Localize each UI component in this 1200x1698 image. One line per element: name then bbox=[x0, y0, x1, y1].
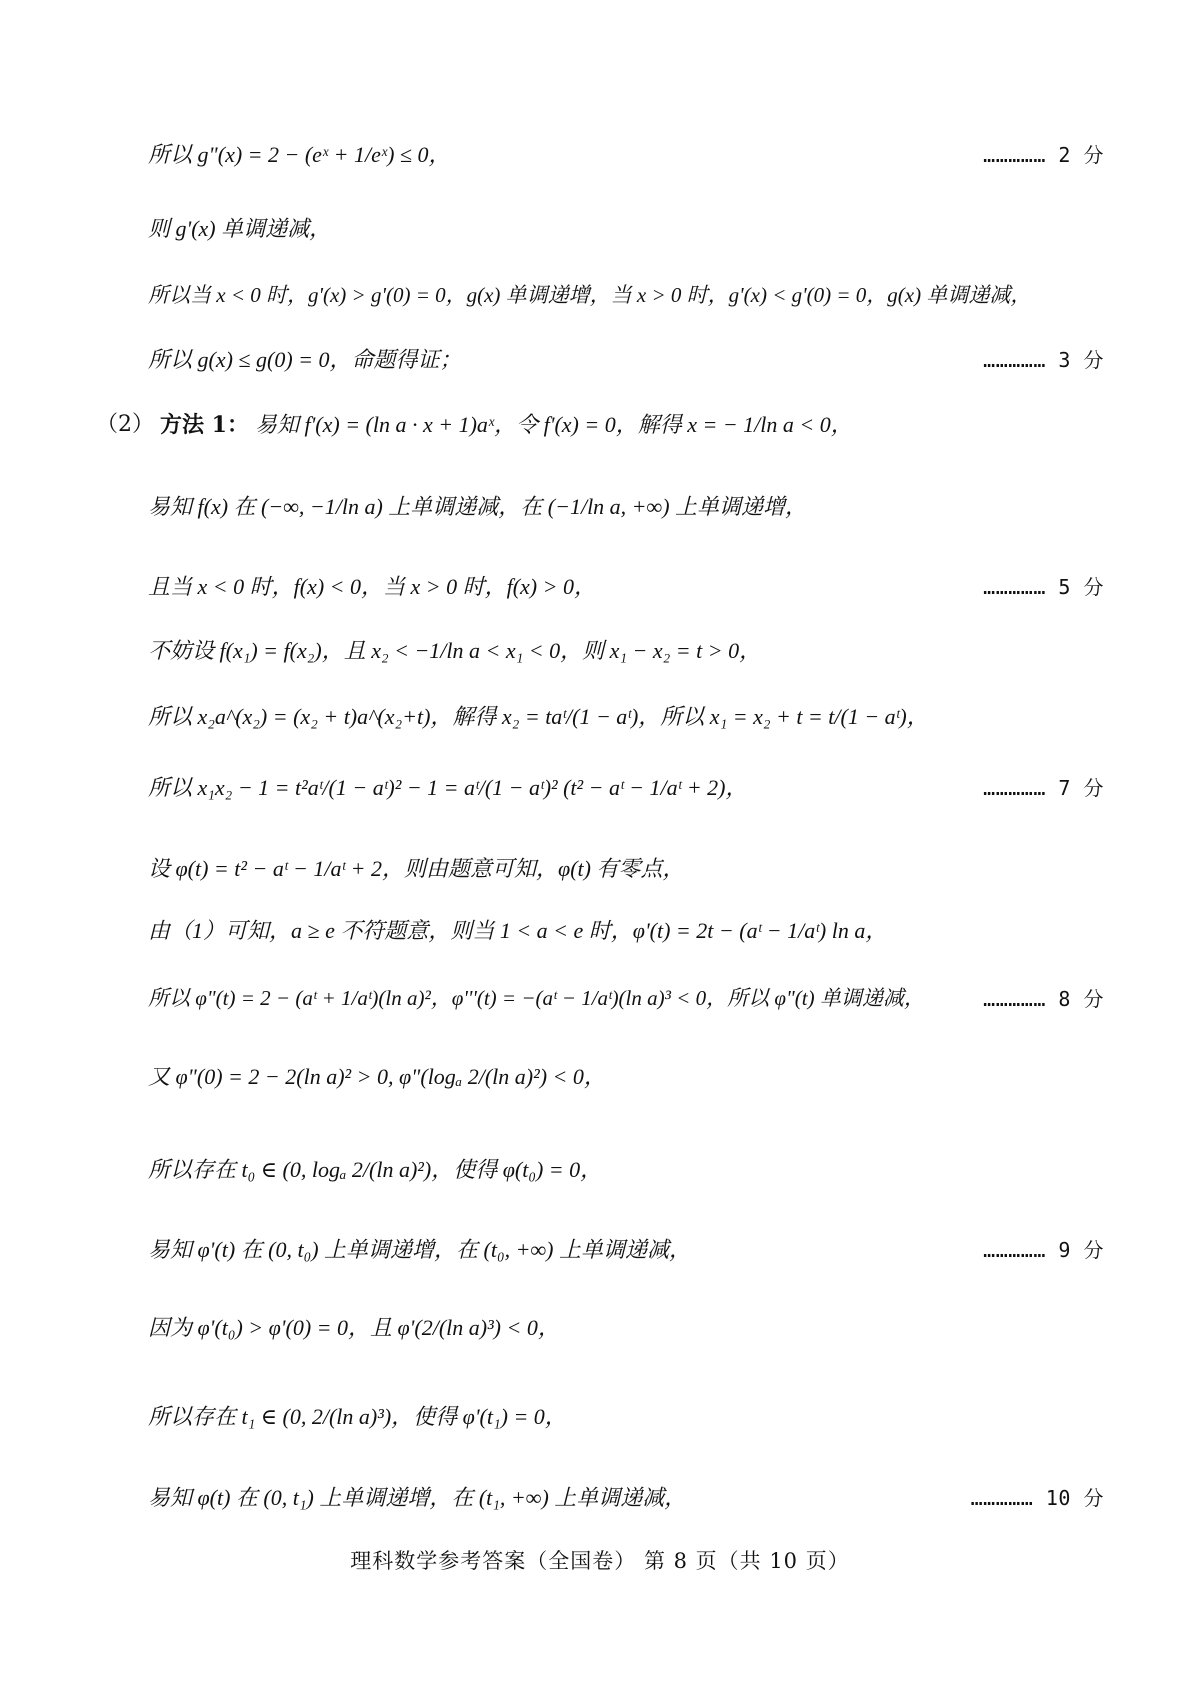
line-8 bbox=[148, 638, 1104, 664]
line-text: 易知 φ(t) 在 (0, t₁) 上单调递增，在 (t₁, +∞) 上单调递减， bbox=[148, 1485, 687, 1510]
line-text: 易知 f'(x) = (ln a · x + 1)aˣ，令 f'(x) = 0，解得 x = − 1/ln a < 0， bbox=[254, 412, 853, 437]
line-text: 不妨设 f(x₁) = f(x₂)，且 x₂ < −1/ln a < x₁ < 0，则 x₁ − x₂ = t > 0， bbox=[148, 638, 762, 663]
method-label: 方法 1： bbox=[160, 412, 249, 438]
score-mark: …………… 5 分 bbox=[983, 575, 1104, 600]
line-text: 由（1）可知，a ≥ e 不符题意，则当 1 < a < e 时，φ'(t) = 2t − (aᵗ − 1/aᵗ) ln a， bbox=[148, 918, 888, 943]
line-text: 所以 φ"(t) = 2 − (aᵗ + 1/aᵗ)(ln a)²，φ'''(t) = −(aᵗ − 1/aᵗ)(ln a)³ < 0，所以 φ"(t) 单调递减， bbox=[148, 986, 925, 1010]
line-11 bbox=[148, 856, 1104, 882]
page-footer: 理科数学参考答案（全国卷） 第 8 页（共 10 页） bbox=[350, 1549, 850, 1573]
line-1 bbox=[148, 142, 1104, 168]
part-prefix: （2） bbox=[96, 412, 154, 437]
line-18 bbox=[148, 1404, 1104, 1430]
line-text: 所以存在 t₁ ∈ (0, 2/(ln a)³)，使得 φ'(t₁) = 0， bbox=[148, 1404, 567, 1429]
score-mark: …………… 10 分 bbox=[970, 1486, 1104, 1511]
line-16 bbox=[148, 1237, 1104, 1263]
line-15 bbox=[148, 1157, 1104, 1183]
line-text: 所以 g(x) ≤ g(0) = 0，命题得证； bbox=[148, 347, 462, 372]
score-mark: …………… 7 分 bbox=[983, 776, 1104, 801]
line-9 bbox=[148, 704, 1104, 730]
score-mark: …………… 8 分 bbox=[983, 986, 1104, 1011]
line-4 bbox=[148, 347, 1104, 373]
line-text: 又 φ"(0) = 2 − 2(ln a)² > 0, φ"(logₐ 2/(ln a)²) < 0， bbox=[148, 1064, 606, 1089]
line-5 bbox=[96, 412, 1104, 438]
line-2 bbox=[148, 216, 1104, 242]
line-content bbox=[96, 412, 853, 438]
score-mark: …………… 3 分 bbox=[983, 348, 1104, 373]
line-14 bbox=[148, 1064, 1104, 1090]
score-mark: …………… 9 分 bbox=[983, 1238, 1104, 1263]
line-13 bbox=[148, 986, 1104, 1011]
line-text: 所以 g"(x) = 2 − (eˣ + 1/eˣ) ≤ 0， bbox=[148, 142, 451, 167]
line-text: 易知 f(x) 在 (−∞, −1/ln a) 上单调递减，在 (−1/ln a, +∞) 上单调递增， bbox=[148, 494, 808, 519]
line-text: 所以 x₁x₂ − 1 = t²aᵗ/(1 − aᵗ)² − 1 = aᵗ/(1 − aᵗ)² (t² − aᵗ − 1/aᵗ + 2)， bbox=[148, 775, 748, 800]
line-text: 所以 x₂a^(x₂) = (x₂ + t)a^(x₂+t)，解得 x₂ = taᵗ/(1 − aᵗ)，所以 x₁ = x₂ + t = t/(1 − aᵗ)， bbox=[148, 704, 929, 729]
line-text: 因为 φ'(t₀) > φ'(0) = 0，且 φ'(2/(ln a)³) < 0， bbox=[148, 1315, 560, 1340]
score-mark: …………… 2 分 bbox=[983, 143, 1104, 168]
line-12 bbox=[148, 918, 1104, 944]
line-text: 所以存在 t₀ ∈ (0, logₐ 2/(ln a)²)，使得 φ(t₀) = 0， bbox=[148, 1157, 603, 1182]
line-6 bbox=[148, 494, 1104, 520]
line-text: 则 g'(x) 单调递减， bbox=[148, 216, 332, 241]
line-3 bbox=[148, 283, 1104, 308]
line-19 bbox=[148, 1485, 1104, 1511]
line-text: 设 φ(t) = t² − aᵗ − 1/aᵗ + 2，则由题意可知，φ(t) 有零点， bbox=[148, 856, 685, 881]
line-17 bbox=[148, 1315, 1104, 1341]
line-text: 所以当 x < 0 时，g'(x) > g'(0) = 0，g(x) 单调递增，当 x > 0 时，g'(x) < g'(0) = 0，g(x) 单调递减， bbox=[148, 283, 1032, 307]
line-text: 且当 x < 0 时，f(x) < 0，当 x > 0 时，f(x) > 0， bbox=[148, 574, 596, 599]
line-7 bbox=[148, 574, 1104, 600]
line-10 bbox=[148, 775, 1104, 801]
line-text: 易知 φ'(t) 在 (0, t₀) 上单调递增，在 (t₀, +∞) 上单调递减， bbox=[148, 1237, 691, 1262]
